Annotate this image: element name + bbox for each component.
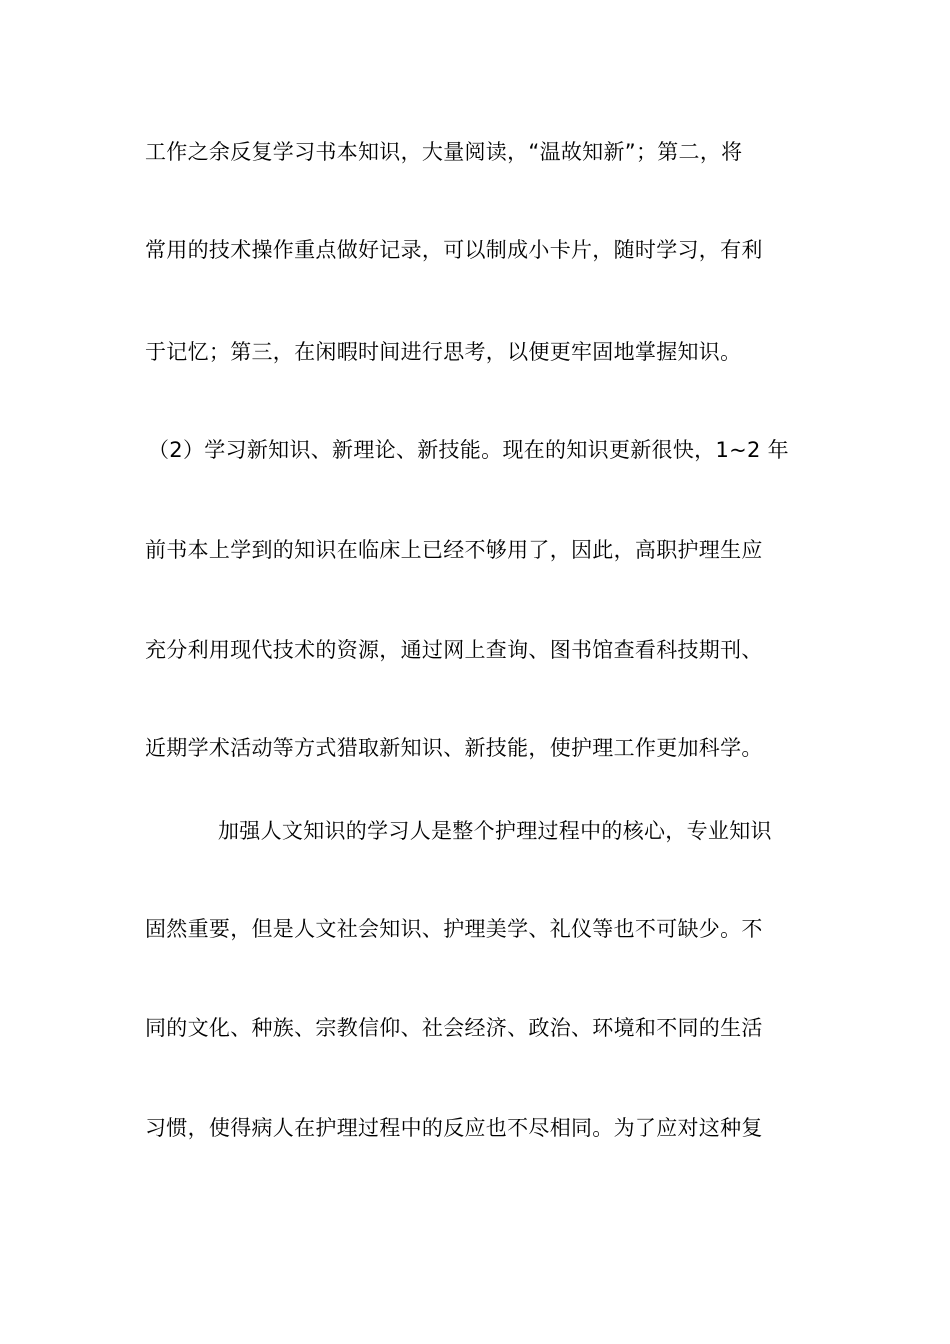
text-line: 前书本上学到的知识在临床上已经不够用了，因此，高职护理生应 bbox=[145, 538, 763, 562]
text-line: 习惯，使得病人在护理过程中的反应也不尽相同。为了应对这种复 bbox=[145, 1116, 763, 1140]
text-line: 常用的技术操作重点做好记录，可以制成小卡片，随时学习，有利 bbox=[145, 238, 763, 262]
text-line: 工作之余反复学习书本知识，大量阅读，“温故知新”；第二，将 bbox=[145, 140, 743, 164]
text-line: 同的文化、种族、宗教信仰、社会经济、政治、环境和不同的生活 bbox=[145, 1016, 763, 1040]
text-line: 固然重要，但是人文社会知识、护理美学、礼仪等也不可缺少。不 bbox=[145, 917, 763, 941]
text-line: 近期学术活动等方式猎取新知识、新技能，使护理工作更加科学。 bbox=[145, 736, 763, 760]
text-line: （2）学习新知识、新理论、新技能。现在的知识更新很快，1~2 年 bbox=[148, 438, 789, 462]
paragraph-first-line: 加强人文知识的学习人是整个护理过程中的核心，专业知识 bbox=[218, 819, 772, 843]
text-line: 充分利用现代技术的资源，通过网上查询、图书馆查看科技期刊、 bbox=[145, 638, 763, 662]
text-line: 于记忆；第三，在闲暇时间进行思考，以便更牢固地掌握知识。 bbox=[145, 340, 742, 364]
